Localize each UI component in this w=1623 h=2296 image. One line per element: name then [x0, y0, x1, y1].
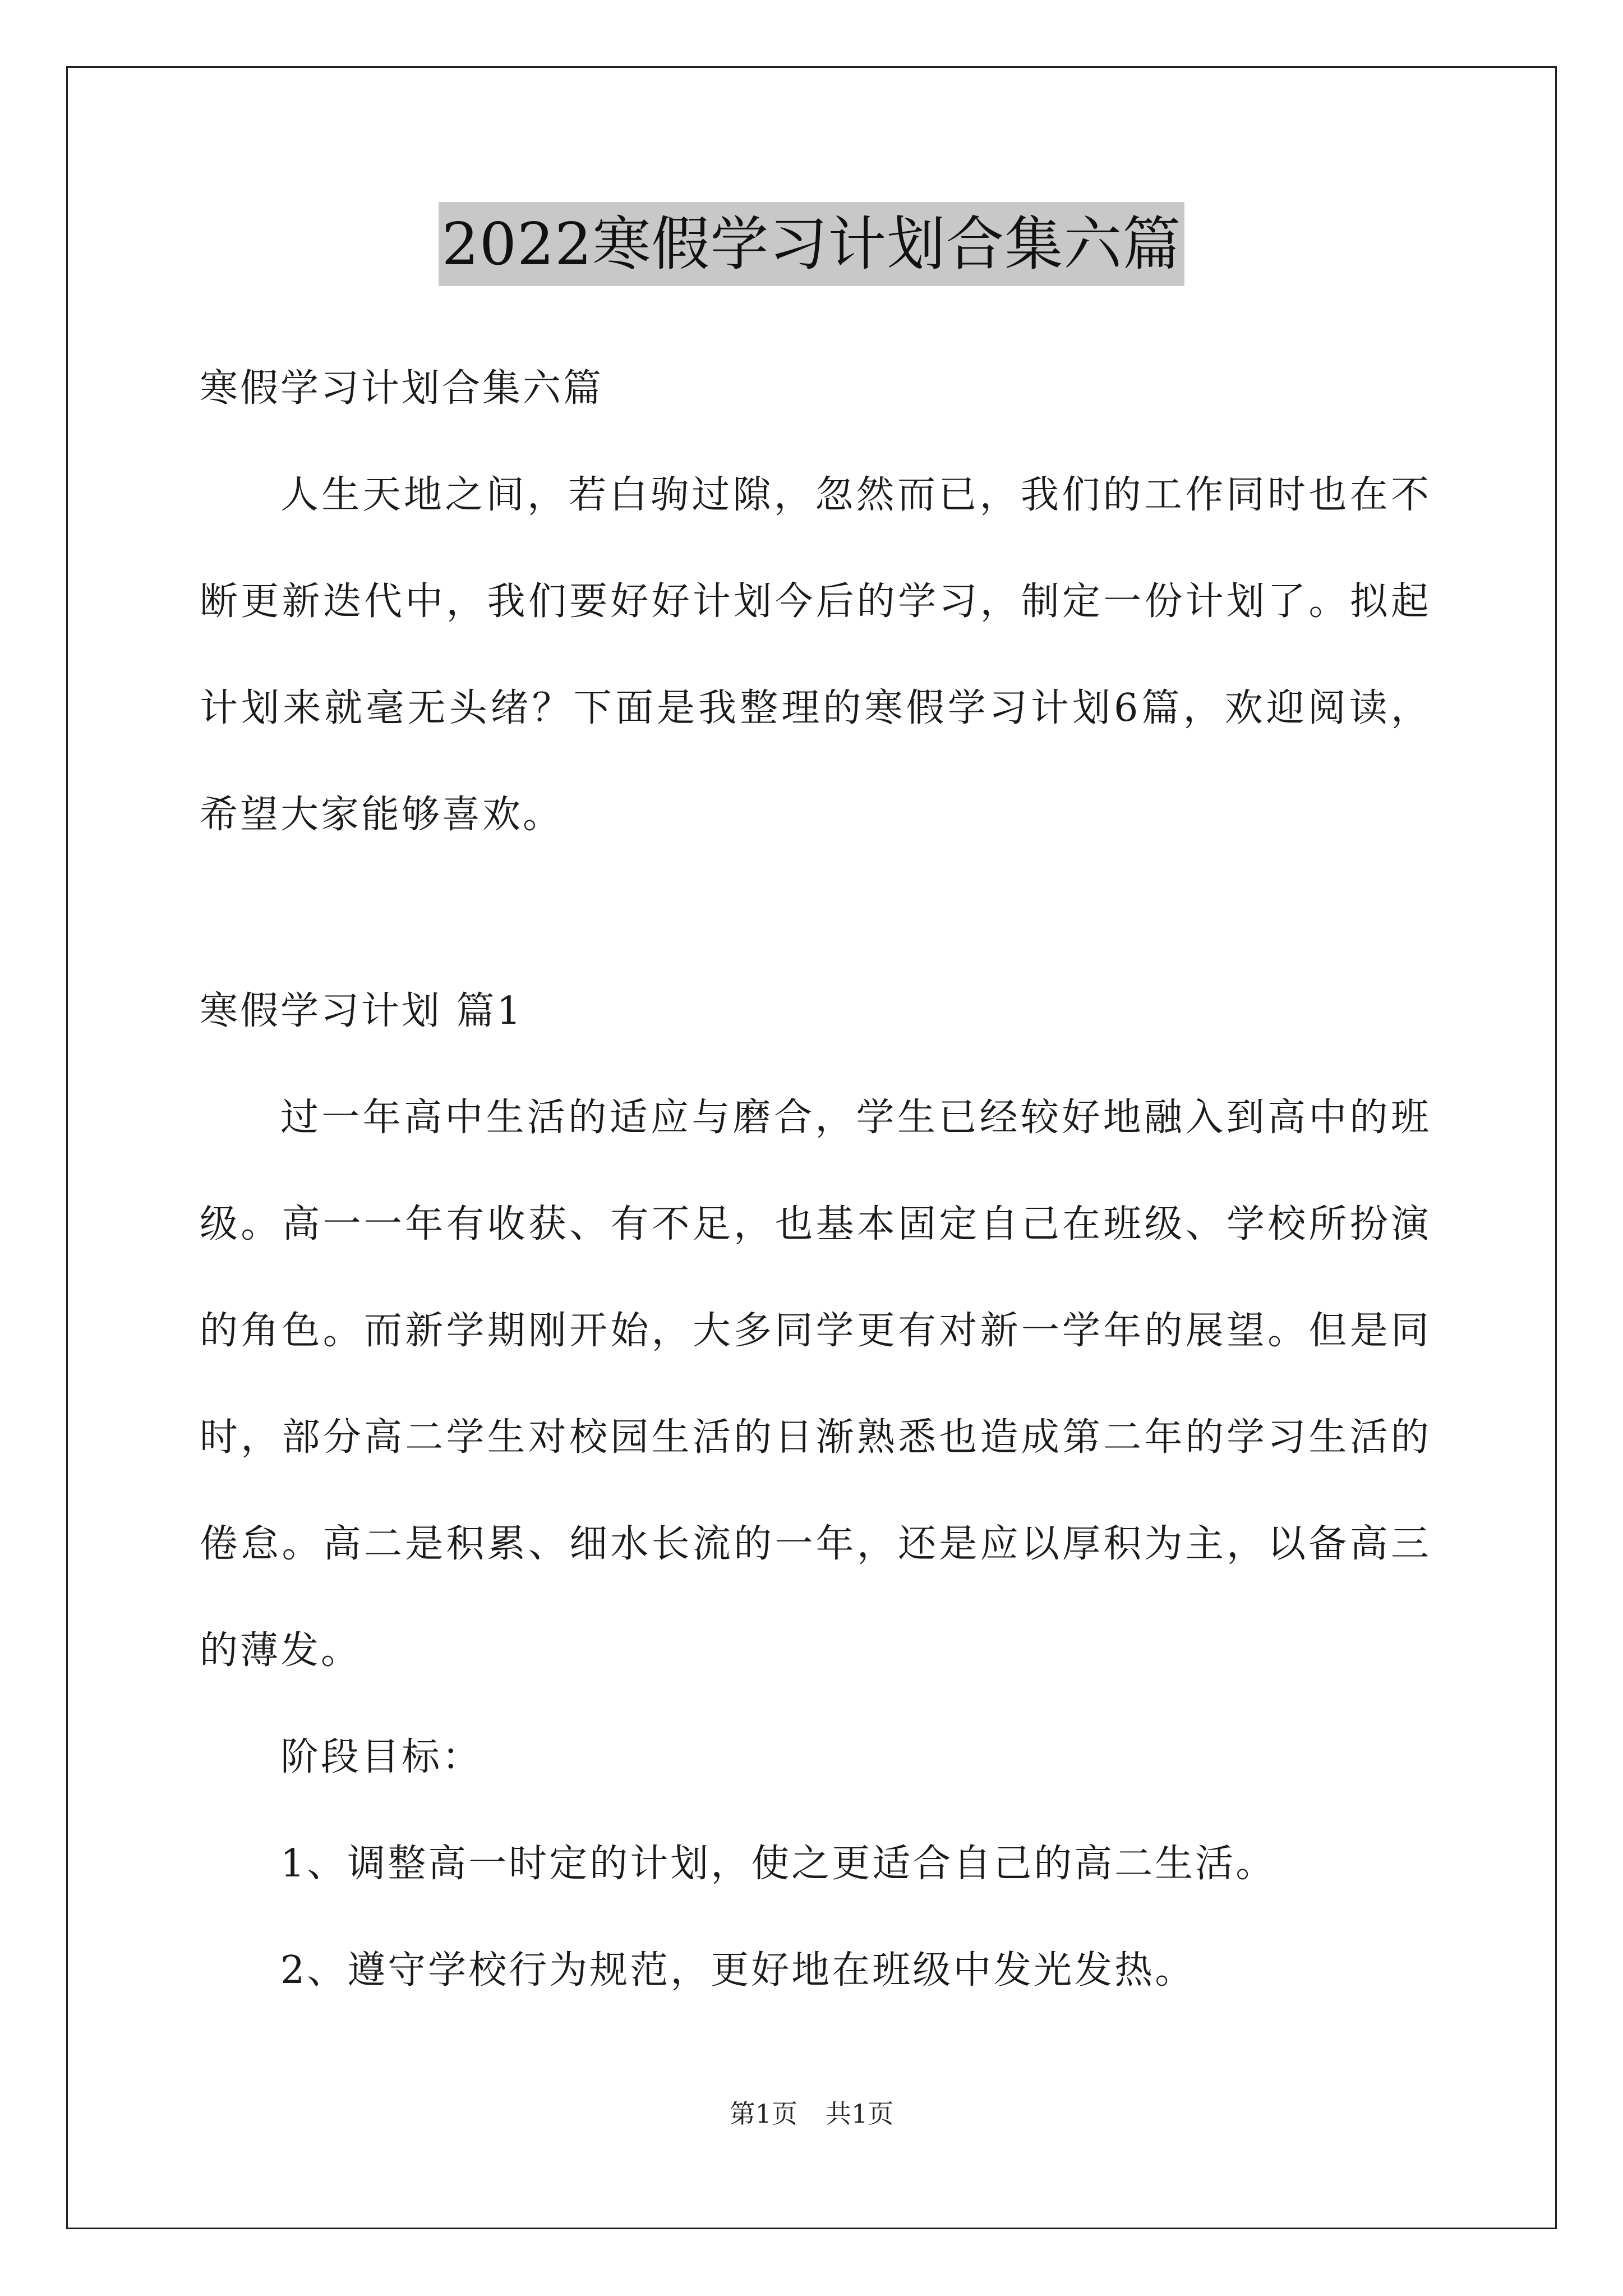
document-title: 2022寒假学习计划合集六篇 — [439, 202, 1185, 286]
section-paragraph: 过一年高中生活的适应与磨合，学生已经较好地融入到高中的班级。高一一年有收获、有不足，也基本固定自己在班级、学校所扮演的角色。而新学期刚开始，大多同学更有对新一学年的展望。但是同时，部分高二学生对校园生活的日渐熟悉也造成第二年的学习生活的倦怠。高二是积累、细水长流的一年，还是应以厚积为主，以备高三的薄发。 — [200, 1096, 1431, 1673]
section-heading: 寒假学习计划 篇1 — [200, 989, 523, 1033]
page-number: 第1页 — [729, 2099, 797, 2129]
goal-item-2: 2、遵守学校行为规范，更好地在班级中发光发热。 — [280, 1948, 1196, 1993]
page-footer — [0, 2097, 1623, 2131]
goal-item-1: 1、调整高一时定的计划，使之更适合自己的高二生活。 — [280, 1842, 1276, 1886]
document-body — [200, 335, 1431, 2024]
intro-paragraph: 人生天地之间，若白驹过隙，忽然而已，我们的工作同时也在不断更新迭代中，我们要好好计划今后的学习，制定一份计划了。拟起计划来就毫无头绪？下面是我整理的寒假学习计划6篇，欢迎阅读，希望大家能够喜欢。 — [200, 473, 1431, 837]
document-subtitle: 寒假学习计划合集六篇 — [200, 366, 604, 411]
title-container — [0, 202, 1623, 286]
goals-label: 阶段目标： — [280, 1735, 483, 1779]
page-total: 共1页 — [826, 2099, 894, 2129]
